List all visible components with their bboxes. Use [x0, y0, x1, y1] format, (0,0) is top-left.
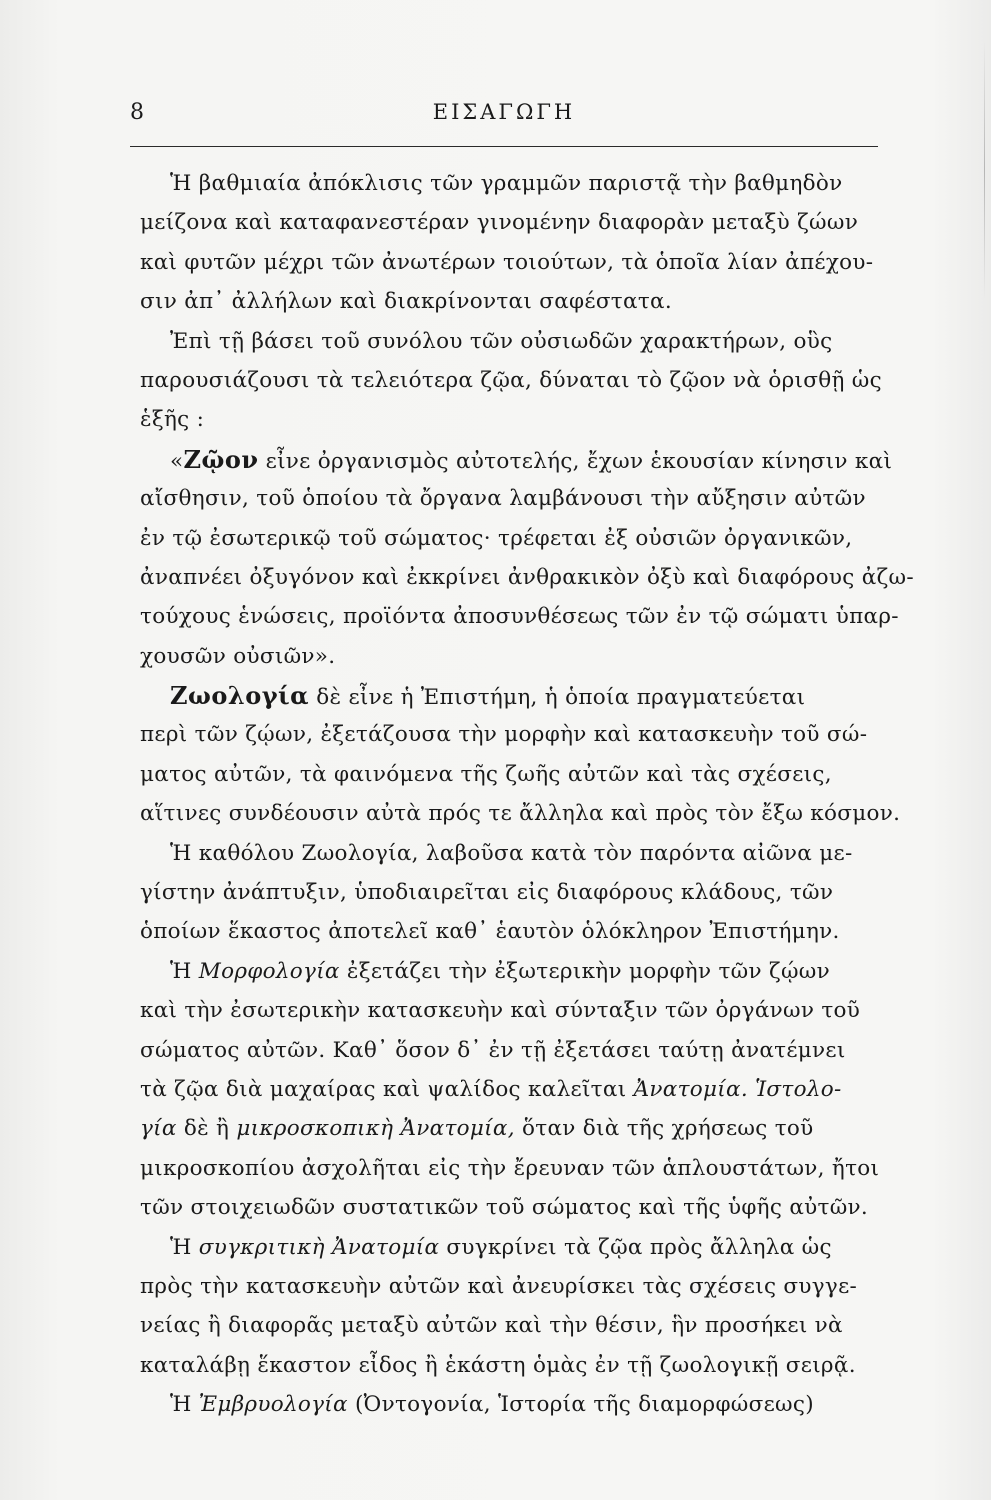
term-anatomy: Ἀνατομία. Ἱστολο-: [633, 1076, 842, 1102]
paragraph-basis: [140, 322, 910, 440]
text-run: δὲ ἢ: [176, 1116, 237, 1142]
text-run: ὅταν διὰ τῆς χρήσεως τοῦ: [514, 1116, 814, 1142]
term-zoon: Ζῷον: [183, 444, 259, 474]
text-line: Ἡ βαθμιαία ἀπόκλισις τῶν γραμμῶν παριστᾷ τὴν βαθμηδὸν: [170, 171, 843, 196]
text-line: αἵτινες συνδέουσιν αὐτὰ πρός τε ἄλληλα καὶ πρὸς τὸν ἔξω κόσμον.: [140, 801, 901, 827]
text-line: [140, 676, 910, 715]
paragraph-general-zoology: [140, 834, 910, 952]
text-line: [140, 1109, 910, 1148]
text-line: καὶ φυτῶν μέχρι τῶν ἀνωτέρων τοιούτων, τὰ ὁποῖα λίαν ἀπέχου-: [140, 249, 874, 275]
header-rule: [130, 146, 878, 147]
text-line: χουσῶν οὐσιῶν».: [140, 643, 336, 669]
term-histology-end: γία: [140, 1116, 177, 1142]
text-line: [140, 440, 910, 479]
text-line: νείας ἢ διαφορᾶς μεταξὺ αὐτῶν καὶ τὴν θέσιν, ἣν προσήκει νὰ: [140, 1313, 843, 1339]
term-morphology: Μορφολογία: [198, 958, 340, 984]
text-line: περὶ τῶν ζῴων, ἐξετάζουσα τὴν μορφὴν καὶ κατασκευὴν τοῦ σώ-: [140, 722, 868, 748]
paragraph-morphology: [140, 952, 910, 1228]
text-line: [140, 1385, 910, 1424]
text-line: μικροσκοπίου ἀσχολῆται εἰς τὴν ἔρευναν τῶν ἁπλουστάτων, ἤτοι: [140, 1155, 880, 1181]
text-line: τῶν στοιχειωδῶν συστατικῶν τοῦ σώματος καὶ τῆς ὑφῆς αὐτῶν.: [140, 1195, 869, 1221]
text-run: τὰ ζῷα διὰ μαχαίρας καὶ ψαλίδος καλεῖται: [140, 1076, 634, 1102]
text-line: καὶ τὴν ἐσωτερικὴν κατασκευὴν καὶ σύνταξιν τῶν ὀργάνων τοῦ: [140, 998, 861, 1024]
text-run: Ἡ: [170, 1234, 199, 1260]
quote-open: «: [170, 448, 184, 474]
text-run: συγκρίνει τὰ ζῷα πρὸς ἄλληλα ὡς: [439, 1234, 832, 1260]
text-line: σιν ἀπ᾽ ἀλλήλων καὶ διακρίνονται σαφέστατα.: [140, 289, 672, 315]
paragraph-comparative-anatomy: [140, 1228, 910, 1386]
text-line: πρὸς τὴν κατασκευὴν αὐτῶν καὶ ἀνευρίσκει τὰς σχέσεις συγγε-: [140, 1273, 858, 1299]
text-line: [140, 1228, 910, 1267]
text-line: μείζονα καὶ καταφανεστέραν γινομένην διαφορὰν μεταξὺ ζώων: [140, 210, 859, 236]
text-line: σώματος αὐτῶν. Καθ᾽ ὅσον δ᾽ ἐν τῇ ἐξετάσει ταύτῃ ἀνατέμνει: [140, 1037, 846, 1063]
text-line: καταλάβῃ ἕκαστον εἶδος ἢ ἑκάστη ὁμὰς ἐν τῇ ζωολογικῇ σειρᾷ.: [140, 1352, 856, 1378]
text-line: ἀναπνέει ὀξυγόνον καὶ ἐκκρίνει ἀνθρακικὸν ὀξὺ καὶ διαφόρους ἀζω-: [140, 564, 914, 590]
text-line: ἐν τῷ ἐσωτερικῷ τοῦ σώματος· τρέφεται ἐξ οὐσιῶν ὀργανικῶν,: [140, 525, 853, 551]
scan-edge-shadow: [984, 40, 985, 300]
text-line: [140, 1070, 910, 1109]
paragraph-divergence: [140, 164, 910, 322]
text-run: ἐξετάζει τὴν ἐξωτερικὴν μορφὴν τῶν ζῴων: [339, 958, 830, 984]
text-line: ματος αὐτῶν, τὰ φαινόμενα τῆς ζωῆς αὐτῶν καὶ τὰς σχέσεις,: [140, 761, 832, 787]
page-header: [130, 100, 878, 130]
text-line: τούχους ἑνώσεις, προϊόντα ἀποσυνθέσεως τῶν ἐν τῷ σώματι ὑπαρ-: [140, 604, 899, 630]
paragraph-definition-zoon: [140, 440, 914, 676]
page-number: 8: [130, 100, 145, 125]
paragraph-embryology: [140, 1385, 910, 1424]
paragraph-zoology: [140, 676, 910, 834]
term-comparative-anatomy: συγκριτικὴ Ἀνατομία: [198, 1234, 440, 1260]
text-line: αἴσθησιν, τοῦ ὁποίου τὰ ὄργανα λαμβάνουσι τὴν αὔξησιν αὐτῶν: [140, 486, 866, 512]
text-run: δὲ εἶνε ἡ Ἐπιστήμη, ἡ ὁποία πραγματεύεται: [309, 685, 806, 711]
text-line: [140, 952, 910, 991]
text-line: ὁποίων ἕκαστος ἀποτελεῖ καθ᾽ ἑαυτὸν ὁλόκληρον Ἐπιστήμην.: [140, 919, 840, 945]
term-zoology: Ζωολογία: [170, 681, 310, 711]
text-line: Ἡ καθόλου Ζωολογία, λαβοῦσα κατὰ τὸν παρόντα αἰῶνα με-: [170, 840, 853, 866]
text-line: παρουσιάζουσι τὰ τελειότερα ζῷα, δύναται τὸ ζῷον νὰ ὁρισθῇ ὡς: [140, 367, 882, 393]
term-microscopic-anatomy: μικροσκοπικὴ Ἀνατομία,: [236, 1116, 515, 1142]
text-run: Ἡ: [170, 1392, 199, 1418]
term-embryology: Ἐμβρυολογία: [198, 1392, 348, 1418]
text-run: εἶνε ὀργανισμὸς αὐτοτελής, ἔχων ἑκουσίαν κίνησιν καὶ: [258, 448, 893, 474]
text-run: (Ὀντογονία, Ἱστορία τῆς διαμορφώσεως): [347, 1392, 814, 1418]
page-body: [140, 164, 914, 1425]
text-line: ἑξῆς :: [140, 407, 205, 433]
text-run: Ἡ: [170, 958, 199, 984]
text-line: Ἐπὶ τῇ βάσει τοῦ συνόλου τῶν οὐσιωδῶν χαρακτήρων, οὓς: [170, 328, 833, 354]
text-line: γίστην ἀνάπτυξιν, ὑποδιαιρεῖται εἰς διαφόρους κλάδους, τῶν: [140, 880, 834, 906]
running-title: ΕΙΣΑΓΩΓΗ: [432, 100, 576, 124]
